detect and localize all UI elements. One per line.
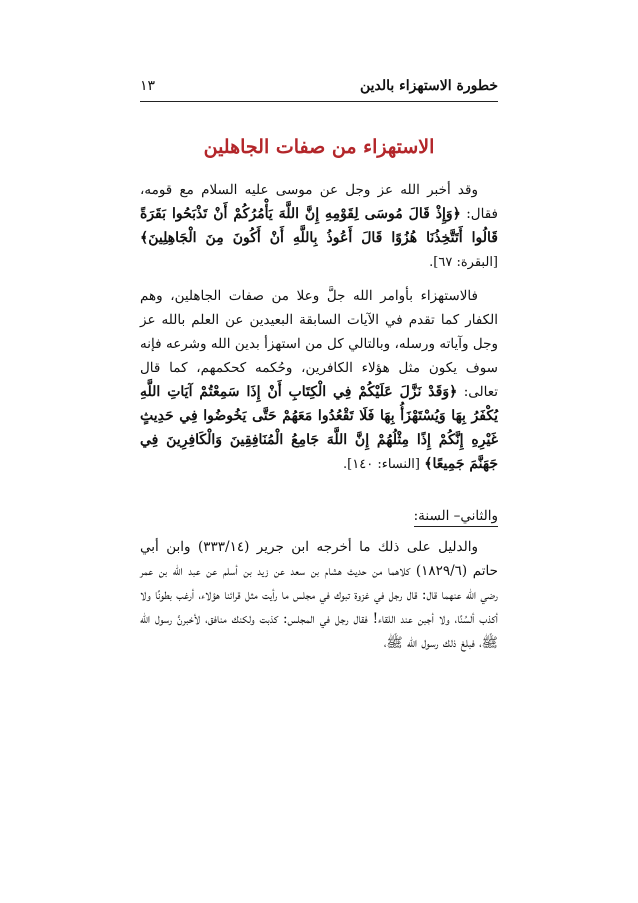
subheading-sunnah: والثاني– السنة: (414, 506, 498, 527)
quran-verse-baqarah: ﴿وَإِذْ قَالَ مُوسَى لِقَوْمِهِ إِنَّ اللَّهَ يَأْمُرُكُمْ أَنْ تَذْبَحُوا بَقَرَةً قَالُوا أَتَتَّخِذُنَا هُزُوًا قَالَ أَعُوذُ بِاللَّهِ أَنْ أَكُونَ مِنَ الْجَاهِلِينَ﴾ (140, 206, 498, 246)
verse-reference-nisa: [النساء: ١٤٠]. (343, 457, 420, 472)
quran-verse-nisa: ﴿وَقَدْ نَزَّلَ عَلَيْكُمْ فِي الْكِتَابِ أَنْ إِذَا سَمِعْتُمْ آيَاتِ اللَّهِ يُكْفَرُ بِهَا وَيُسْتَهْزَأُ بِهَا فَلَا تَقْعُدُوا مَعَهُمْ حَتَّى يَخُوضُوا فِي حَدِيثٍ غَيْرِهِ إِنَّكُمْ إِذًا مِثْلُهُمْ إِنَّ اللَّهَ جَامِعُ الْمُنَافِقِينَ وَالْكَافِرِينَ فِي جَهَنَّمَ جَمِيعًا﴾ (140, 384, 498, 472)
header-divider (140, 101, 498, 102)
running-title: خطورة الاستهزاء بالدين (359, 78, 498, 94)
paragraph-2 (140, 284, 498, 477)
paragraph-3 (140, 535, 498, 655)
paragraph-3-text: والدليل على ذلك ما أخرجه ابن جرير (٣٣٣/١٤) وابن أبي حاتم (١٨٢٩/٦) كلاهما من حديث هشام بن سعد عن زيد بن أسلم عن عبد الله بن عمر رضي الله عنهما قال: قال رجل في غزوة تبوك في مجلس ما رأيت مثل قرائنا هؤلاء، أرغب بطونًا ولا أكذب ألسُنًا، ولا أجبن عند اللقاء! فقال رجل في المجلس: كذبت ولكنك منافق، لأخبرنَّ رسول الله ﷺ، فبلغ ذلك رسول الله ﷺ، (140, 539, 498, 651)
paragraph-2-text: فالاستهزاء بأوامر الله جلَّ وعلا من صفات الجاهلين، وهم الكفار كما تقدم في الآيات السابقة البعيدين عن العلم بالله عز وجل وآياته ورسله، وبالتالي كل من استهزأ بدين الله وشرعه فإنه سوف يكون مثل هؤلاء الكافرين، وحُكمه كحكمهم، كما قال تعالى: (140, 288, 498, 400)
subheading-block (140, 505, 498, 527)
page-number: ١٣ (140, 78, 156, 94)
paragraph-1-intro: وقد أخبر الله عز وجل عن موسى عليه السلام مع قومه، فقال: (140, 182, 498, 222)
paragraph-1 (140, 178, 498, 275)
page-header (140, 76, 498, 100)
verse-reference-baqarah: [البقرة: ٦٧]. (429, 255, 498, 270)
section-heading: الاستهزاء من صفات الجاهلين (203, 136, 435, 158)
